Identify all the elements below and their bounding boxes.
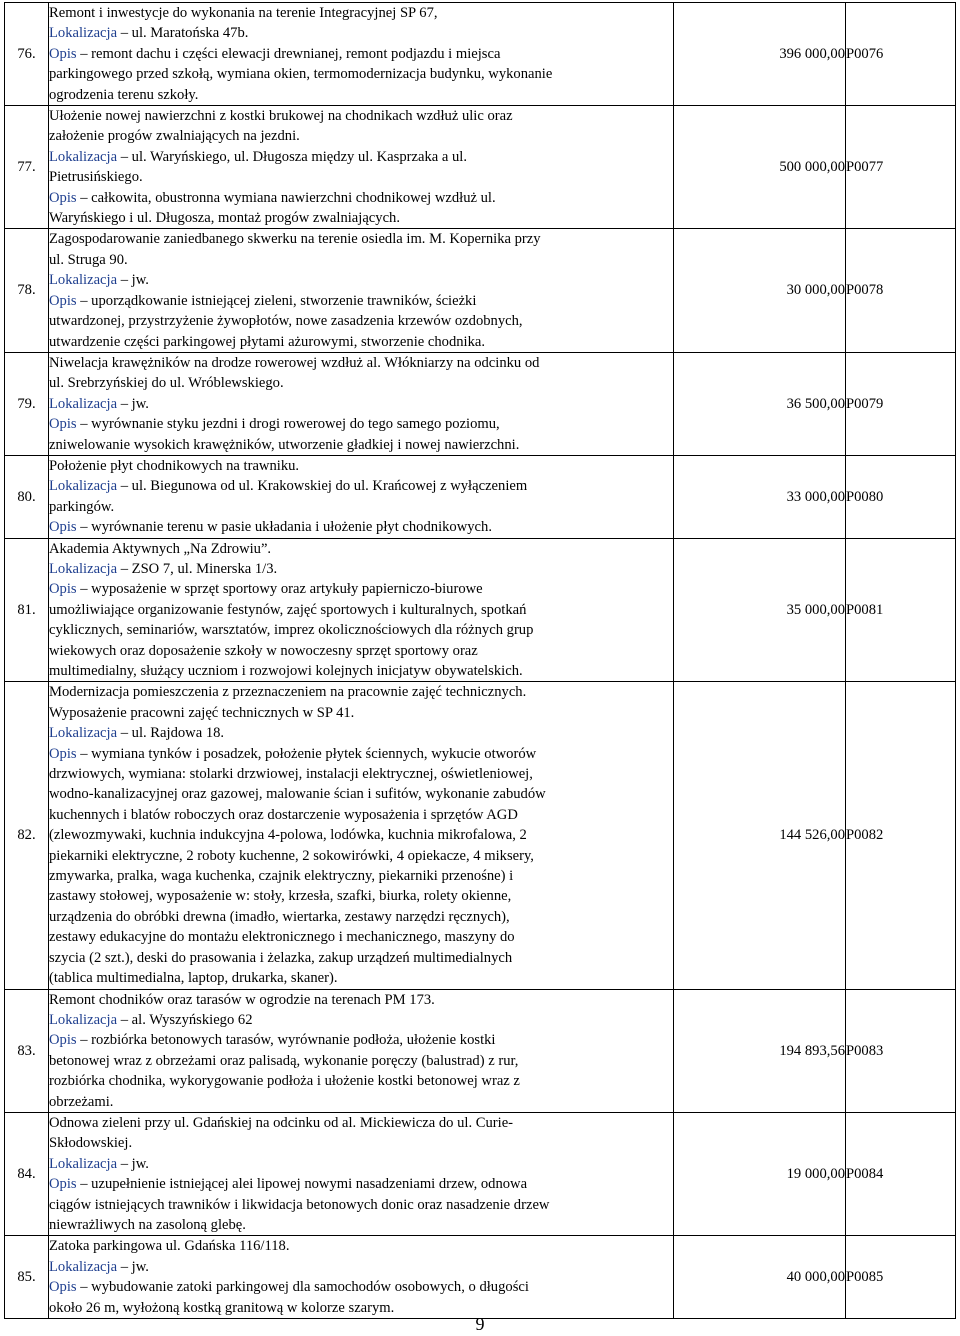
description-line xyxy=(49,948,673,968)
row-number: 80. xyxy=(5,455,49,538)
project-description xyxy=(49,229,674,352)
amount-cell: 144 526,00 xyxy=(674,682,846,989)
amount-cell: 194 893,56 xyxy=(674,989,846,1112)
amount-cell: 396 000,00 xyxy=(674,3,846,106)
field-text: – ul. Rajdowa 18. xyxy=(117,725,225,742)
field-label: Opis xyxy=(49,745,77,762)
description-line xyxy=(49,661,673,681)
table-row xyxy=(5,352,956,455)
description-line xyxy=(49,229,673,249)
field-text: Pietrusińskiego. xyxy=(49,169,143,186)
row-number: 82. xyxy=(5,682,49,989)
description-line xyxy=(49,846,673,866)
field-text: Wyposażenie pracowni zajęć technicznych w SP 41. xyxy=(49,704,355,721)
field-text: – ul. Waryńskiego, ul. Długosza między ul. Kasprzaka a ul. xyxy=(117,148,467,165)
description-line xyxy=(49,539,673,559)
description-line xyxy=(49,1030,673,1050)
description-line xyxy=(49,1215,673,1235)
description-line xyxy=(49,907,673,927)
table-row xyxy=(5,682,956,989)
field-text: wodno-kanalizacyjnej oraz gazowej, malowanie ścian i sufitów, wykonanie zabudów xyxy=(49,786,546,803)
field-text: obrzeżami. xyxy=(49,1093,114,1110)
description-line xyxy=(49,990,673,1010)
row-number: 76. xyxy=(5,3,49,106)
description-line xyxy=(49,703,673,723)
field-label: Opis xyxy=(49,189,77,206)
field-text: zestawy edukacyjne do montażu elektronicznego i mechanicznego, maszyny do xyxy=(49,929,515,946)
row-number: 77. xyxy=(5,106,49,229)
field-text: – rozbiórka betonowych tarasów, wyrównanie podłoża, ułożenie kostki xyxy=(76,1032,496,1049)
description-line xyxy=(49,1257,673,1277)
amount-cell: 500 000,00 xyxy=(674,106,846,229)
field-text: Zagospodarowanie zaniedbanego skwerku na terenie osiedla im. M. Kopernika przy xyxy=(49,231,541,248)
description-line xyxy=(49,559,673,579)
description-line xyxy=(49,85,673,105)
description-line xyxy=(49,1174,673,1194)
description-line xyxy=(49,126,673,146)
field-text: – ul. Biegunowa od ul. Krakowskiej do ul. Krańcowej z wyłączeniem xyxy=(117,478,528,495)
field-text: niewrażliwych na zasoloną glebę. xyxy=(49,1216,246,1233)
description-line xyxy=(49,1071,673,1091)
description-line xyxy=(49,250,673,270)
project-code: P0080 xyxy=(846,455,956,538)
field-text: betonowej wraz z obrzeżami oraz palisadą, wykonanie poręczy (balustrad) z rur, xyxy=(49,1052,519,1069)
project-description xyxy=(49,989,674,1112)
field-text: – jw. xyxy=(117,1258,149,1275)
field-text: założenie progów zwalniających na jezdni. xyxy=(49,128,300,145)
field-text: urządzenia do obróbki drewna (imadło, wiertarka, zestawy narzędzi ręcznych), xyxy=(49,908,510,925)
field-label: Lokalizacja xyxy=(49,272,118,289)
amount-cell: 30 000,00 xyxy=(674,229,846,352)
field-text: utwardzonej, przystrzyżenie żywopłotów, nowe zasadzenia krzewów ozdobnych, xyxy=(49,313,523,330)
field-label: Lokalizacja xyxy=(49,25,118,42)
field-label: Opis xyxy=(49,1032,77,1049)
table-row xyxy=(5,106,956,229)
table-row xyxy=(5,538,956,682)
field-label: Opis xyxy=(49,519,77,536)
field-text: – wyrównanie styku jezdni i drogi rowerowej do tego samego poziomu, xyxy=(76,416,500,433)
field-label: Opis xyxy=(49,1176,77,1193)
description-line xyxy=(49,414,673,434)
field-text: Modernizacja pomieszczenia z przeznaczeniem na pracownie zajęć technicznych. xyxy=(49,684,527,701)
description-line xyxy=(49,825,673,845)
field-text: zastawy stołowej, wyposażenie w: stoły, krzesła, szafki, biurka, rolety okienne, xyxy=(49,888,512,905)
field-text: kuchennych i blatów roboczych oraz dostarczenie wyposażenia i sprzętów AGD xyxy=(49,806,518,823)
project-description xyxy=(49,106,674,229)
description-line xyxy=(49,723,673,743)
description-line xyxy=(49,517,673,537)
row-number: 81. xyxy=(5,538,49,682)
field-label: Opis xyxy=(49,581,77,598)
description-line xyxy=(49,1133,673,1153)
description-line xyxy=(49,208,673,228)
row-number: 83. xyxy=(5,989,49,1112)
field-text: (tablica multimedialna, laptop, drukarka, skaner). xyxy=(49,970,338,987)
field-text: Ułożenie nowej nawierzchni z kostki brukowej na chodnikach wzdłuż ulic oraz xyxy=(49,108,513,125)
field-text: (zlewozmywaki, kuchnia indukcyjna 4-polowa, lodówka, kuchnia mikrofalowa, 2 xyxy=(49,827,527,844)
description-line xyxy=(49,805,673,825)
field-label: Lokalizacja xyxy=(49,1011,118,1028)
field-text: rozbiórka chodnika, wykorygowanie podłoża i ułożenie kostki betonowej wraz z xyxy=(49,1073,520,1090)
field-text: Zatoka parkingowa ul. Gdańska 116/118. xyxy=(49,1238,290,1255)
field-text: – wyposażenie w sprzęt sportowy oraz artykuły papierniczo-biurowe xyxy=(76,581,483,598)
project-description xyxy=(49,352,674,455)
field-text: szycia (2 szt.), deski do prasowania i żelazka, zakup urządzeń multimedialnych xyxy=(49,949,513,966)
description-line xyxy=(49,784,673,804)
field-text: ogrodzenia terenu szkoły. xyxy=(49,86,199,103)
description-line xyxy=(49,44,673,64)
field-label: Lokalizacja xyxy=(49,560,118,577)
row-number: 79. xyxy=(5,352,49,455)
field-label: Opis xyxy=(49,1279,77,1296)
description-line xyxy=(49,497,673,517)
project-code: P0082 xyxy=(846,682,956,989)
project-description xyxy=(49,538,674,682)
project-description xyxy=(49,455,674,538)
field-text: Remont i inwestycje do wykonania na terenie Integracyjnej SP 67, xyxy=(49,5,438,21)
row-number: 84. xyxy=(5,1112,49,1235)
field-label: Lokalizacja xyxy=(49,1258,118,1275)
field-label: Opis xyxy=(49,416,77,433)
field-text: ciągów istniejących trawników i likwidacja betonowych donic oraz nasadzenie drzew xyxy=(49,1196,550,1213)
field-text: wiekowych oraz doposażenie szkoły w nowoczesny sprzęt sportowy oraz xyxy=(49,642,478,659)
field-text: – uporządkowanie istniejącej zieleni, stworzenie trawników, ścieżki xyxy=(76,292,477,309)
table-row xyxy=(5,455,956,538)
field-text: ul. Srebrzyńskiej do ul. Wróblewskiego. xyxy=(49,375,284,392)
description-line xyxy=(49,394,673,414)
description-line xyxy=(49,291,673,311)
field-text: – ul. Maratońska 47b. xyxy=(117,25,249,42)
field-label: Lokalizacja xyxy=(49,725,118,742)
description-line xyxy=(49,1154,673,1174)
field-label: Lokalizacja xyxy=(49,478,118,495)
field-text: – całkowita, obustronna wymiana nawierzchni chodnikowej wzdłuż ul. xyxy=(76,189,496,206)
description-line xyxy=(49,1051,673,1071)
field-label: Lokalizacja xyxy=(49,148,118,165)
projects-table xyxy=(4,2,956,1319)
field-text: – remont dachu i części elewacji drewnianej, remont podjazdu i miejsca xyxy=(76,45,501,62)
project-code: P0084 xyxy=(846,1112,956,1235)
description-line xyxy=(49,866,673,886)
field-text: multimedialny, służący uczniom i rozwojowi kolejnych inicjatyw obywatelskich. xyxy=(49,663,523,679)
project-code: P0081 xyxy=(846,538,956,682)
field-label: Opis xyxy=(49,45,77,62)
description-line xyxy=(49,23,673,43)
description-line xyxy=(49,1092,673,1112)
description-line xyxy=(49,641,673,661)
table-row xyxy=(5,989,956,1112)
field-text: – wybudowanie zatoki parkingowej dla samochodów osobowych, o długości xyxy=(76,1279,529,1296)
field-text: Położenie płyt chodnikowych na trawniku. xyxy=(49,457,300,474)
table-row xyxy=(5,1112,956,1235)
description-line xyxy=(49,764,673,784)
project-description xyxy=(49,3,674,106)
project-code: P0085 xyxy=(846,1236,956,1319)
project-code: P0078 xyxy=(846,229,956,352)
description-line xyxy=(49,1195,673,1215)
description-line xyxy=(49,600,673,620)
field-text: cyklicznych, seminariów, warsztatów, imprez okolicznościowych dla różnych grup xyxy=(49,622,534,639)
description-line xyxy=(49,620,673,640)
table-row xyxy=(5,229,956,352)
project-description xyxy=(49,1112,674,1235)
description-line xyxy=(49,927,673,947)
amount-cell: 33 000,00 xyxy=(674,455,846,538)
project-code: P0079 xyxy=(846,352,956,455)
field-text: Remont chodników oraz tarasów w ogrodzie na terenach PM 173. xyxy=(49,991,435,1008)
field-text: – al. Wyszyńskiego 62 xyxy=(117,1011,253,1028)
description-line xyxy=(49,968,673,988)
amount-cell: 19 000,00 xyxy=(674,1112,846,1235)
field-label: Opis xyxy=(49,292,77,309)
field-text: utwardzenie części parkingowej płytami ażurowymi, stworzenie chodnika. xyxy=(49,333,486,350)
description-line xyxy=(49,188,673,208)
row-number: 78. xyxy=(5,229,49,352)
field-label: Lokalizacja xyxy=(49,395,118,412)
description-line xyxy=(49,167,673,187)
field-text: – jw. xyxy=(117,272,149,289)
field-text: umożliwiające organizowanie festynów, zajęć sportowych i kulturalnych, spotkań xyxy=(49,601,527,618)
field-text: – jw. xyxy=(117,1155,149,1172)
field-text: – uzupełnienie istniejącej alei lipowej nowymi nasadzeniami drzew, odnowa xyxy=(76,1176,528,1193)
project-code: P0077 xyxy=(846,106,956,229)
description-line xyxy=(49,456,673,476)
description-line xyxy=(49,1277,673,1297)
field-text: parkingów. xyxy=(49,498,115,515)
project-code: P0083 xyxy=(846,989,956,1112)
description-line xyxy=(49,311,673,331)
description-line xyxy=(49,682,673,702)
description-line xyxy=(49,744,673,764)
amount-cell: 40 000,00 xyxy=(674,1236,846,1319)
field-text: parkingowego przed szkołą, wymiana okien, termomodernizacja budynku, wykonanie xyxy=(49,66,553,83)
description-line xyxy=(49,1113,673,1133)
project-description xyxy=(49,682,674,989)
description-line xyxy=(49,147,673,167)
field-text: około 26 m, wyłożoną kostką granitową w kolorze szarym. xyxy=(49,1299,395,1316)
description-line xyxy=(49,435,673,455)
description-line xyxy=(49,64,673,84)
field-text: Akademia Aktywnych „Na Zdrowiu”. xyxy=(49,540,272,557)
description-line xyxy=(49,353,673,373)
description-line xyxy=(49,1236,673,1256)
field-text: – jw. xyxy=(117,395,149,412)
table-row xyxy=(5,3,956,106)
project-description xyxy=(49,1236,674,1319)
field-text: Skłodowskiej. xyxy=(49,1135,133,1152)
amount-cell: 36 500,00 xyxy=(674,352,846,455)
field-text: drzwiowych, wymiana: stolarki drzwiowej, instalacji elektrycznej, oświetleniowej, xyxy=(49,766,533,783)
description-line xyxy=(49,270,673,290)
description-line xyxy=(49,3,673,23)
field-text: – wymiana tynków i posadzek, położenie płytek ściennych, wykucie otworów xyxy=(76,745,537,762)
page-number: 9 xyxy=(475,1314,485,1334)
field-text: Waryńskiego i ul. Długosza, montaż progów zwalniających. xyxy=(49,210,400,227)
projects-table-body xyxy=(5,3,956,1319)
amount-cell: 35 000,00 xyxy=(674,538,846,682)
description-line xyxy=(49,332,673,352)
description-line xyxy=(49,106,673,126)
field-text: – wyrównanie terenu w pasie układania i ułożenie płyt chodnikowych. xyxy=(76,519,492,536)
field-text: Odnowa zieleni przy ul. Gdańskiej na odcinku od al. Mickiewicza do ul. Curie- xyxy=(49,1114,514,1131)
field-label: Lokalizacja xyxy=(49,1155,118,1172)
description-line xyxy=(49,579,673,599)
project-code: P0076 xyxy=(846,3,956,106)
description-line xyxy=(49,1010,673,1030)
description-line xyxy=(49,476,673,496)
description-line xyxy=(49,373,673,393)
table-row xyxy=(5,1236,956,1319)
field-text: ul. Struga 90. xyxy=(49,251,128,268)
field-text: – ZSO 7, ul. Minerska 1/3. xyxy=(117,560,278,577)
field-text: piekarniki elektryczne, 2 roboty kuchenne, 2 sokowirówki, 4 opiekacze, 4 miksery, xyxy=(49,847,534,864)
field-text: Niwelacja krawężników na drodze rowerowej wzdłuż al. Włókniarzy na odcinku od xyxy=(49,354,540,371)
description-line xyxy=(49,886,673,906)
field-text: zmywarka, pralka, waga kuchenka, czajnik elektryczny, piekarniki przenośne) i xyxy=(49,868,514,885)
row-number: 85. xyxy=(5,1236,49,1319)
field-text: zniwelowanie wysokich krawężników, utworzenie gładkiej i nowej nawierzchni. xyxy=(49,436,520,453)
